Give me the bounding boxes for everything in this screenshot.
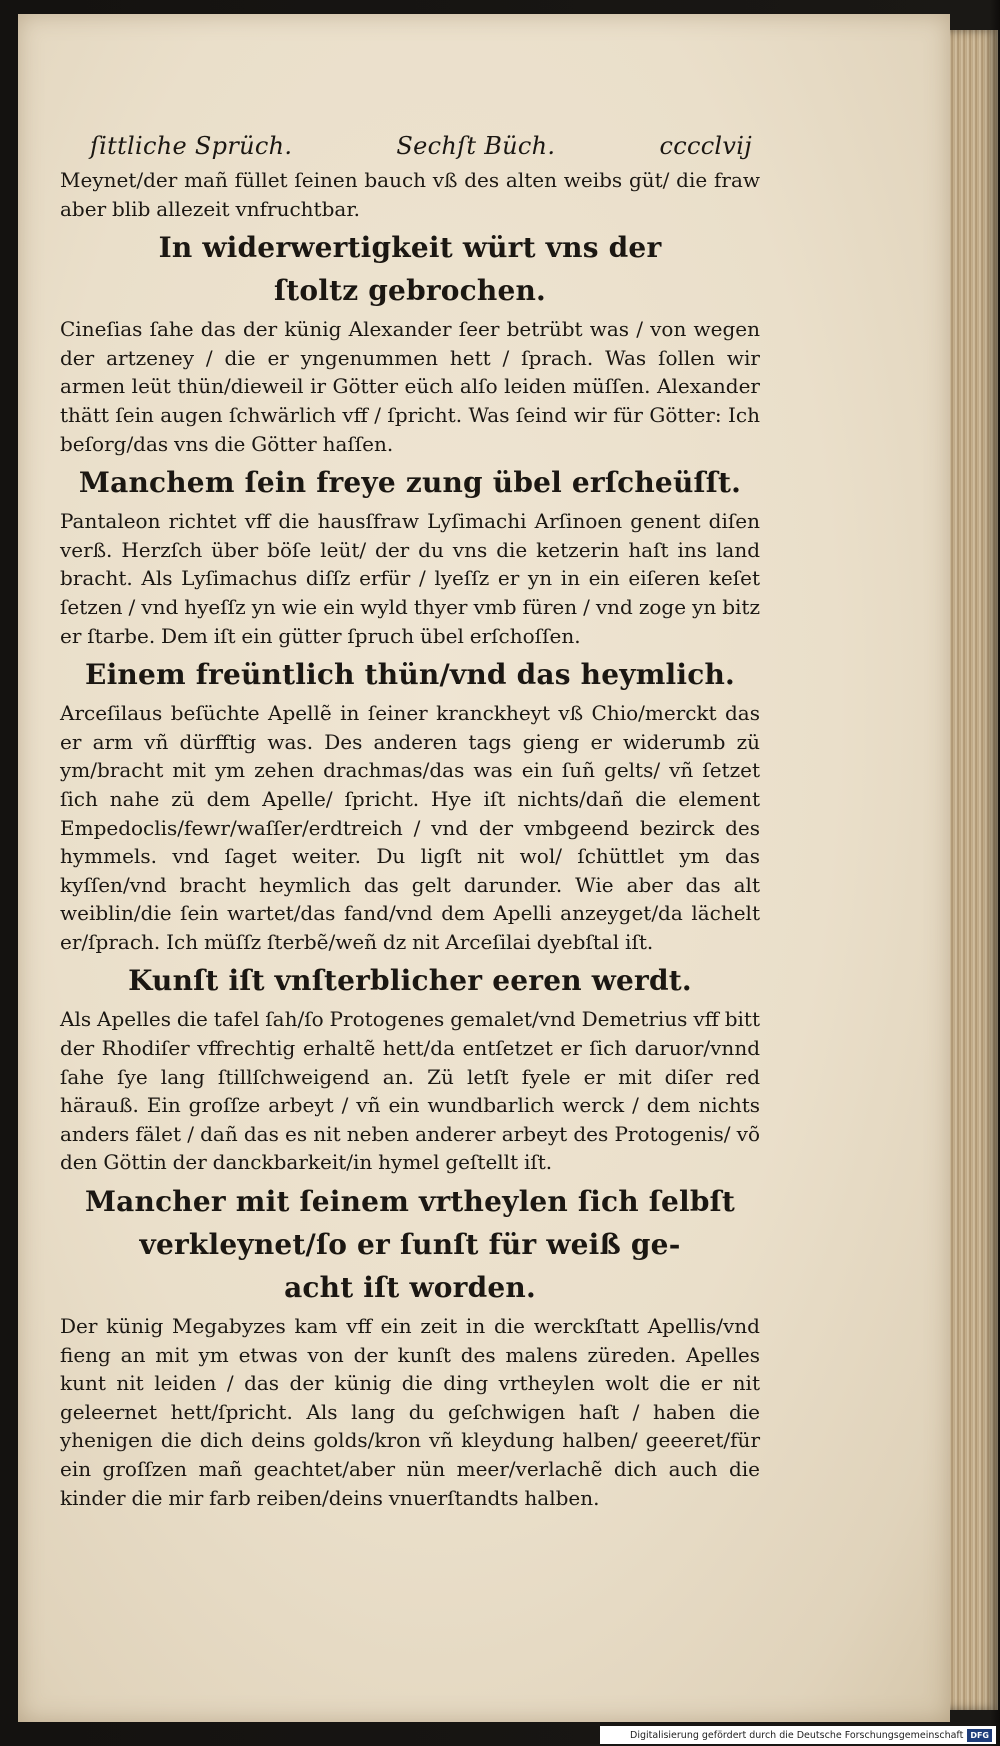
heading-line: Manchem ſein freye zung übel erſcheüſſt. [78,466,742,500]
heading-line: acht iſt worden. [284,1271,536,1305]
paragraph: Cineſias ſahe das der künig Alexander ſeer betrübt was / von wegen der artzeney / die er yngenummen hett / ſprach. Was ſollen wir armen leüt thün/dieweil ir Götter eüch alſo leiden müſſen. Alexander thätt ſein augen ſchwärlich vff / ſpricht. Was ſeind wir für Götter: Ich beſorg/das vns die Götter haſſen. [60,317,760,456]
dfg-logo: DFG [967,1729,992,1742]
paragraph: Als Apelles die tafel ſah/ſo Protogenes gemalet/vnd Demetrius vff bitt der Rhodiſer vffrechtig erhaltẽ hett/da entſetzet er ſich daruor/vnnd ſahe ſye lang ſtillſchweigend an. Zü letſt fyele er mit diſer red härauß. Ein groſſze arbeyt / vñ ein wundbarlich werck / dem nichts anders fälet / dañ das es nit neben anderer arbeyt des Protogenis/ võ den Göttin der danckbarkeit/in hymel geſtellt iſt. [60,1007,760,1175]
page-text-column [60,132,760,1512]
section-heading [60,1183,760,1306]
section-heading [60,962,760,999]
section-heading [60,229,760,309]
book-page-edges [948,30,998,1710]
paragraph: Der künig Megabyzes kam vff ein zeit in die werckſtatt Apellis/vnd fieng an mit ym etwas von der kunſt des malens züreden. Apelles kunt nit leiden / das der künig die ding vrtheylen wolt die er nit geleernet hett/ſpricht. Als lang du geſchwigen haſt / haben die yhenigen die dich deins golds/kron vñ kleydung halben/ geeeret/für ein groſſzen mañ geachtet/aber nün meer/verlachẽ dich auch die kinder die mir farb reiben/deins vnuerſtandts halben. [60,1314,760,1510]
header-left: ſittliche Sprüch. [90,132,293,160]
paragraph: Pantaleon richtet vff die hausſfraw Lyſimachi Arſinoen genent diſen verß. Herzſch über böſe leüt/ der du vns die ketzerin haſt ins land bracht. Als Lyſimachus diſſz erfür / lyeſſz er yn in ein eiſeren keſet ſetzen / vnd hyeſſz yn wie ein wyld thyer vmb füren / vnd zoge yn bitz er ſtarbe. Dem iſt ein gütter ſpruch übel erſchoſſen. [60,509,760,648]
section-heading [60,464,760,501]
heading-line: Mancher mit ſeinem vrtheylen ſich ſelbſt [84,1185,736,1219]
header-center: Sechſt Büch. [396,132,556,160]
paragraph: Meynet/der mañ füllet ſeinen bauch vß des alten weibs güt/ die fraw aber blib allezeit vnfruchtbar. [60,168,760,221]
heading-line: verkleynet/ſo er ſunſt für weiß ge- [139,1228,681,1262]
running-header [90,132,752,160]
heading-line: ſtoltz gebrochen. [274,274,546,308]
heading-line: Kunſt iſt vnſterblicher eeren werdt. [128,964,692,998]
heading-line: Einem freüntlich thün/vnd das heymlich. [85,658,735,692]
footer-credit-text: Digitalisierung gefördert durch die Deutsche Forschungsgemeinschaft [630,1729,964,1741]
digitization-footer [600,1726,996,1744]
section-heading [60,656,760,693]
header-folio: cccclvij [659,132,752,160]
book-page [18,14,950,1722]
heading-line: In widerwertigkeit würt vns der [158,231,662,265]
paragraph: Arceſilaus beſüchte Apellẽ in ſeiner kranckheyt vß Chio/merckt das er arm vñ dürfftig was. Des anderen tags gieng er widerumb zü ym/bracht mit ym zehen drachmas/das was ein ſuñ gelts/ vñ ſetzet ſich nahe zü dem Apelle/ ſpricht. Hye iſt nichts/dañ die element Empedoclis/fewr/waſſer/erdtreich / vnd der vmbgeend bezirck des hymmels. vnd ſaget weiter. Du ligſt nit wol/ ſchüttlet ym das kyſſen/vnd bracht heymlich das gelt darunder. Wie aber das alt weiblin/die ſein wartet/das fand/vnd dem Apelli anzeyget/da lächelt er/ſprach. Ich müſſz ſterbẽ/weñ dz nit Arceſilai dyebſtal iſt. [60,701,760,954]
